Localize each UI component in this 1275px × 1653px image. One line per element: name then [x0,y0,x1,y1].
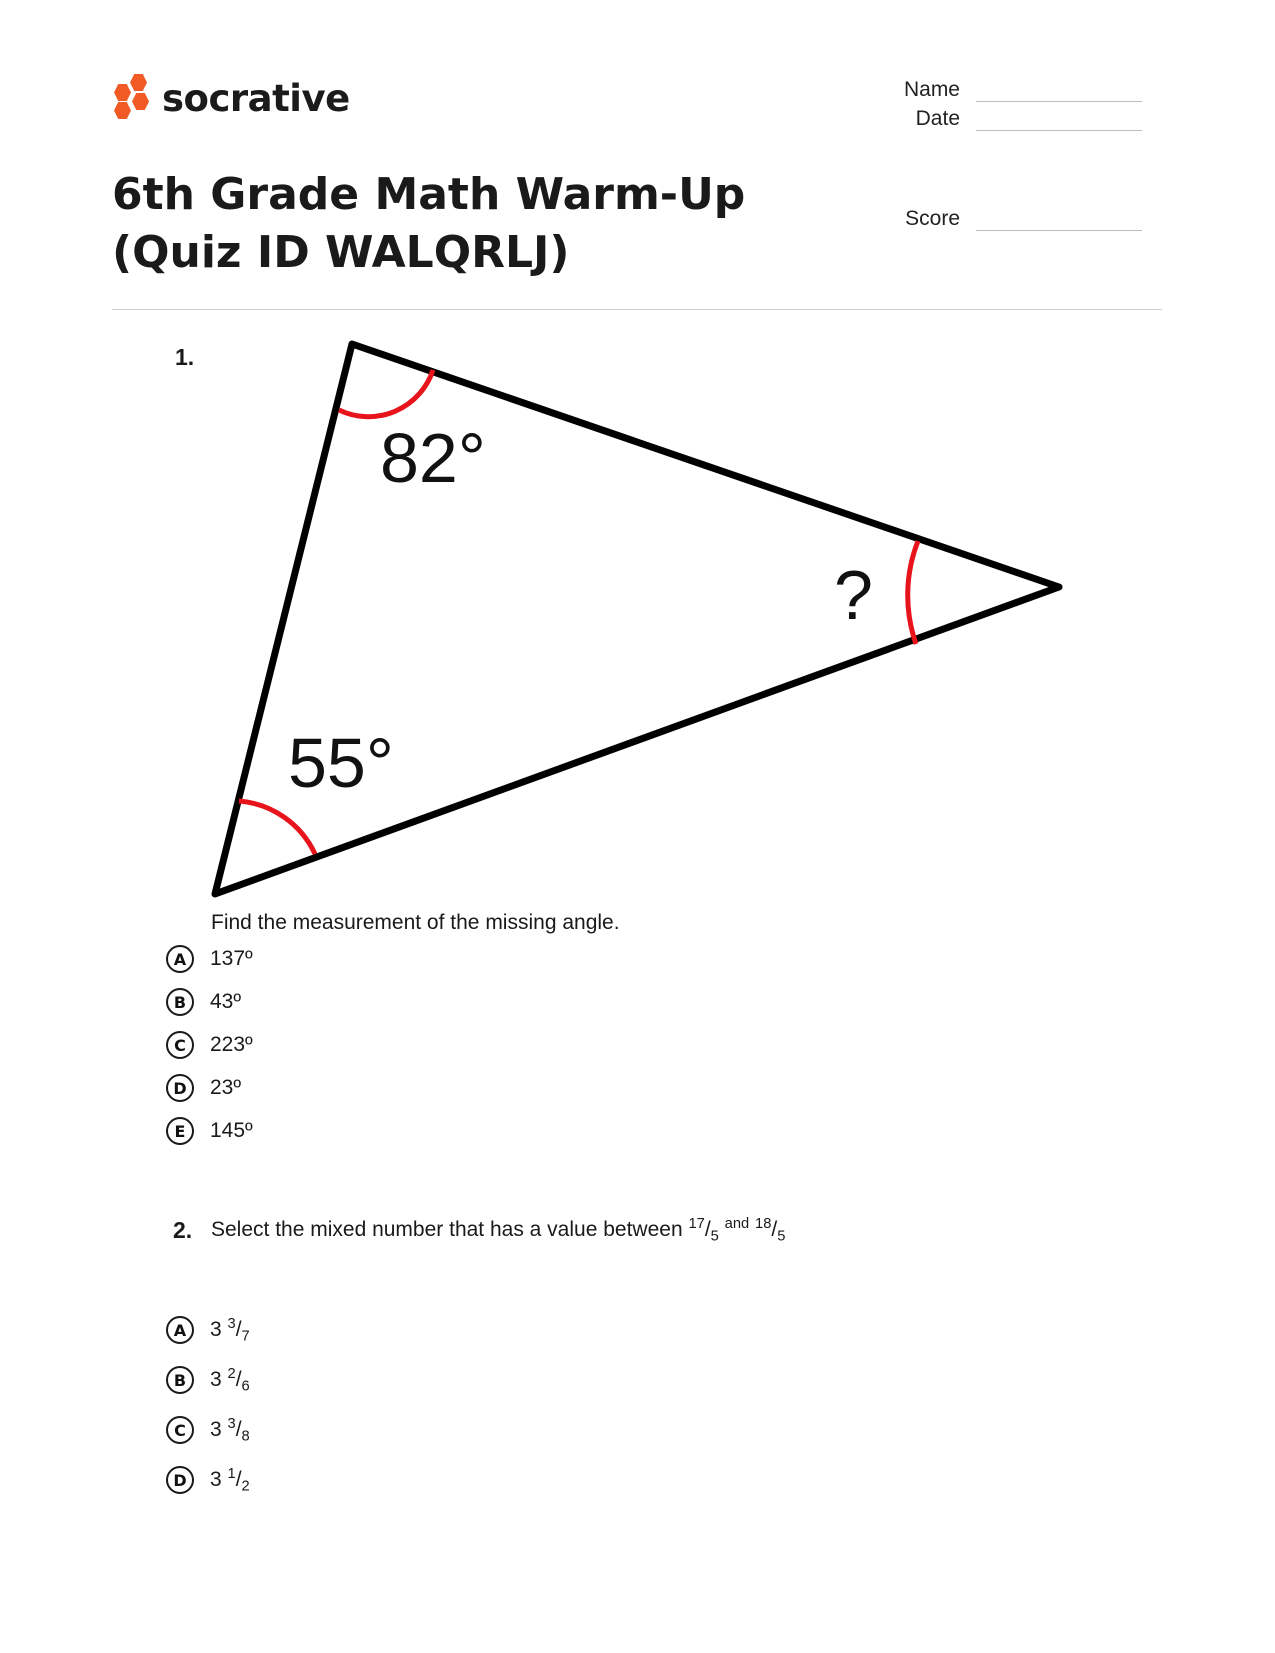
question-2-number: 2. [173,1217,193,1243]
name-label: Name [903,78,960,101]
choice-b[interactable] [166,985,253,1019]
brand-name: socrative [162,76,350,120]
choice-mixed-number: 3 $^2/_6$ [210,1365,250,1395]
choice-mixed-number: 3 $^3/_8$ [210,1415,250,1445]
page-title: 6th Grade Math Warm-Up (Quiz ID WALQRLJ) [112,169,746,278]
choice-e[interactable] [166,1114,253,1148]
choice-bubble[interactable]: B [166,1366,194,1394]
choice-b[interactable] [166,1363,250,1397]
choice-text: 23º [210,1076,242,1099]
choice-bubble[interactable]: A [166,945,194,973]
angle-label-right: ? [834,556,873,634]
angle-arc-right [908,541,918,644]
choice-text: 223º [210,1033,253,1056]
question-2-prompt [211,1215,786,1245]
choice-bubble[interactable]: D [166,1074,194,1102]
choice-mixed-number: 3 $^1/_2$ [210,1465,250,1495]
question-1-number: 1. [175,344,195,370]
choice-bubble[interactable]: B [166,988,194,1016]
choice-c[interactable] [166,1028,253,1062]
fraction-17-5: $^{17}/_5$ [688,1215,719,1245]
choice-d[interactable] [166,1463,250,1497]
choice-bubble[interactable]: E [166,1117,194,1145]
date-label: Date [915,107,960,130]
choice-text: 137º [210,947,253,970]
choice-text: 145º [210,1119,253,1142]
score-label: Score [905,207,960,230]
angle-label-top: 82° [380,419,486,497]
choice-bubble[interactable]: C [166,1416,194,1444]
choice-d[interactable] [166,1071,253,1105]
choice-mixed-number: 3 $^3/_7$ [210,1315,250,1345]
question-1-choices [166,942,253,1148]
and-word: and [724,1215,750,1232]
choice-bubble[interactable]: C [166,1031,194,1059]
choice-bubble[interactable]: D [166,1466,194,1494]
choice-c[interactable] [166,1413,250,1447]
question-2-text: Select the mixed number that has a value between [211,1218,683,1241]
choice-a[interactable] [166,942,253,976]
choice-bubble[interactable]: A [166,1316,194,1344]
angle-label-bottom: 55° [288,724,394,802]
fraction-18-5: $^{18}/_5$ [755,1215,786,1245]
question-1-prompt: Find the measurement of the missing angle. [211,911,620,934]
angle-arc-bottom [239,801,315,854]
question-2-choices [166,1313,250,1497]
choice-a[interactable] [166,1313,250,1347]
choice-text: 43º [210,990,242,1013]
angle-arc-top [339,370,433,417]
